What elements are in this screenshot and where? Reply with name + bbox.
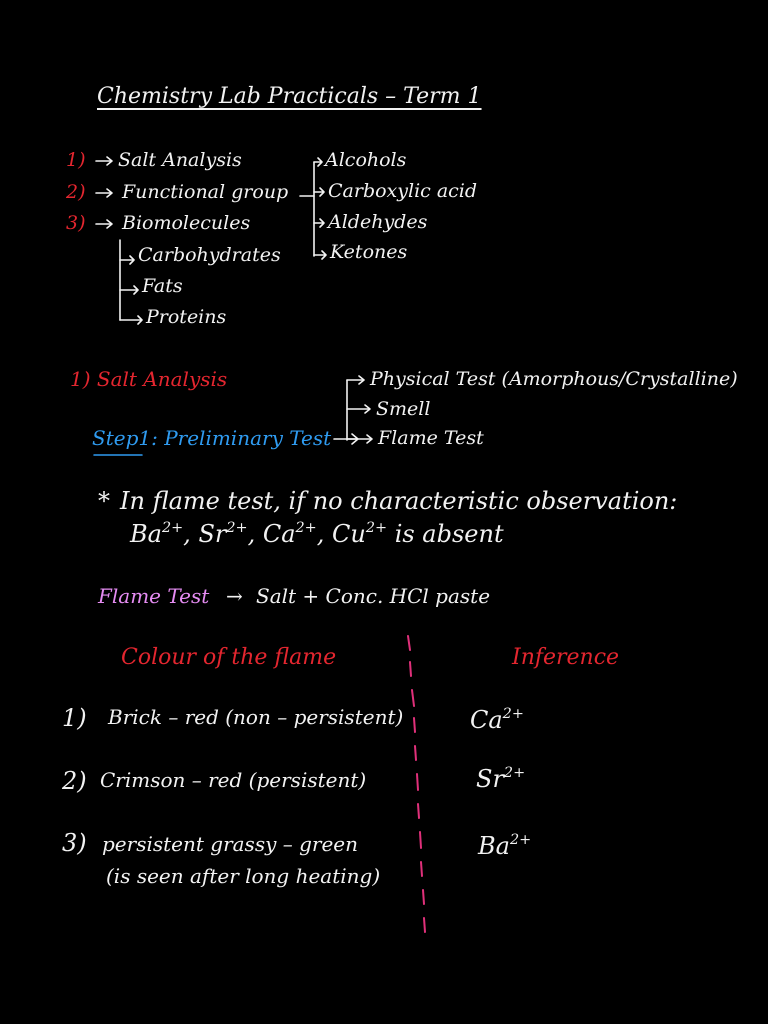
- outline-number-2: 2): [66, 181, 86, 203]
- row3-number: 3): [62, 829, 87, 857]
- note-ions: $Ba^{2+}$, $Sr^{2+}$, $Ca^{2+}$, $Cu^{2+}$ is absent: [130, 519, 504, 548]
- flame-test-arrow: →: [226, 584, 243, 608]
- biomolecule-carbohydrates: Carbohydrates: [138, 244, 281, 266]
- ion-sr: Sr: [198, 520, 227, 548]
- ion-ba: Ba: [130, 520, 162, 548]
- row1-charge: 2+: [502, 705, 524, 722]
- row3-colour: persistent grassy – green: [102, 832, 359, 856]
- step1-preliminary-test: Step1: Preliminary Test: [92, 426, 332, 450]
- page-title: Chemistry Lab Practicals – Term 1: [97, 84, 482, 109]
- test-smell: Smell: [376, 398, 431, 420]
- test-physical: Physical Test (Amorphous/Crystalline): [370, 368, 738, 390]
- flame-test-desc: Salt + Conc. HCl paste: [256, 584, 491, 608]
- outline-number-1: 1): [66, 149, 86, 171]
- row1-colour: Brick – red (non – persistent): [108, 705, 404, 729]
- row1-ion: Ca: [470, 706, 503, 734]
- outline-item-functional-group: Functional group: [122, 181, 289, 203]
- functional-group-alcohols: Alcohols: [325, 149, 407, 171]
- row2-ion: Sr: [476, 765, 504, 793]
- salt-analysis-heading: 1) Salt Analysis: [70, 367, 228, 391]
- ion-sr-charge: 2+: [226, 519, 248, 536]
- row2-colour: Crimson – red (persistent): [100, 768, 367, 792]
- row3-charge: 2+: [509, 831, 532, 848]
- outline-arrows-icon: [96, 157, 372, 444]
- outline-item-biomolecules: Biomolecules: [122, 212, 251, 234]
- row3-ion: Ba: [478, 832, 510, 860]
- table-col-inference: Inference: [512, 645, 620, 670]
- biomolecule-proteins: Proteins: [146, 306, 227, 328]
- ion-cu-charge: 2+: [365, 519, 388, 536]
- note-suffix: is absent: [394, 520, 504, 548]
- functional-group-aldehydes: Aldehydes: [328, 211, 428, 233]
- outline-item-salt-analysis: Salt Analysis: [118, 149, 242, 171]
- ion-ba-charge: 2+: [161, 519, 184, 536]
- test-flame: Flame Test: [378, 427, 484, 449]
- row3-colour-note: (is seen after long heating): [106, 864, 381, 888]
- row2-number: 2): [62, 767, 87, 795]
- note-line1: In flame test, if no characteristic observation:: [120, 487, 678, 515]
- ion-cu: Cu: [332, 520, 366, 548]
- ion-ca-charge: 2+: [295, 519, 317, 536]
- note-star-icon: *: [98, 487, 110, 515]
- row1-number: 1): [62, 704, 87, 732]
- outline-number-3: 3): [66, 212, 86, 234]
- table-divider: [408, 636, 425, 932]
- biomolecule-fats: Fats: [142, 275, 183, 297]
- flame-test-label: Flame Test: [98, 584, 210, 608]
- functional-group-carboxylic-acid: Carboxylic acid: [328, 180, 478, 202]
- functional-group-ketones: Ketones: [330, 241, 408, 263]
- ion-ca: Ca: [262, 520, 296, 548]
- table-col-colour: Colour of the flame: [121, 645, 337, 670]
- row2-charge: 2+: [503, 764, 526, 781]
